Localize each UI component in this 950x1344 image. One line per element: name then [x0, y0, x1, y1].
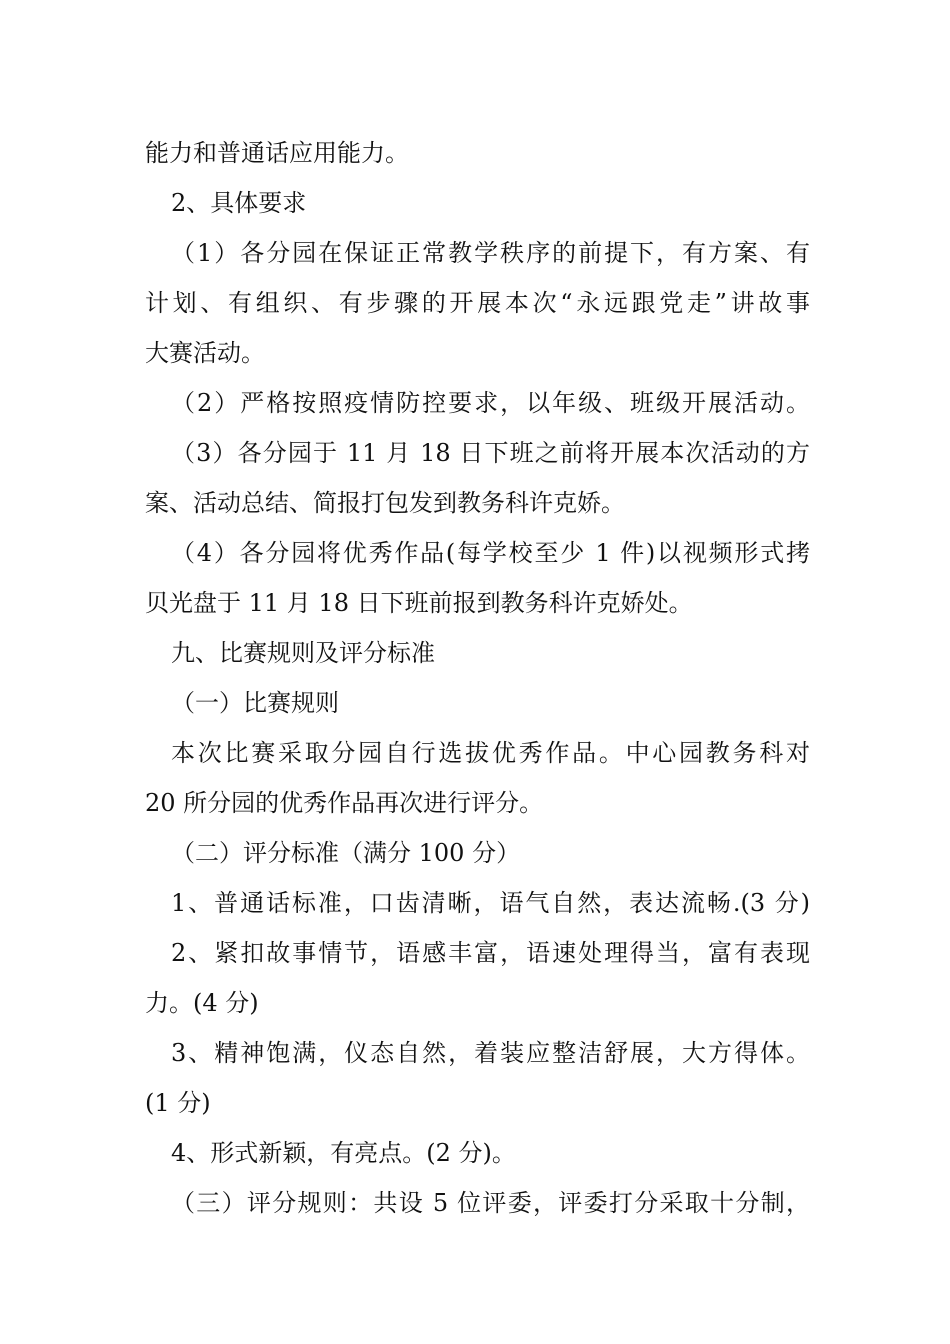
text-line: （2）严格按照疫情防控要求，以年级、班级开展活动。 — [171, 389, 810, 417]
text-line: （4）各分园将优秀作品(每学校至少 1 件)以视频形式拷 — [171, 539, 810, 567]
criteria-item: 4、形式新颖，有亮点。(2 分)。 — [171, 1139, 516, 1167]
text-line: 贝光盘于 11 月 18 日下班前报到教务科许克娇处。 — [145, 589, 693, 617]
criteria-item: 1、普通话标准，口齿清晰，语气自然，表达流畅.(3 分) — [171, 889, 810, 917]
subsection-heading: （二）评分标准（满分 100 分） — [171, 839, 521, 867]
text-line: （3）各分园于 11 月 18 日下班之前将开展本次活动的方 — [171, 439, 810, 467]
text-line: 案、活动总结、简报打包发到教务科许克娇。 — [145, 489, 625, 517]
text-line: (1 分) — [145, 1089, 211, 1117]
text-line: 本次比赛采取分园自行选拔优秀作品。中心园教务科对 — [171, 739, 810, 767]
section-heading: 九、比赛规则及评分标准 — [171, 639, 435, 667]
text-line: 力。(4 分) — [145, 989, 259, 1017]
text-line: （1）各分园在保证正常教学秩序的前提下，有方案、有 — [171, 239, 810, 267]
criteria-item: 3、精神饱满，仪态自然，着装应整洁舒展，大方得体。 — [171, 1039, 810, 1067]
text-line: 20 所分园的优秀作品再次进行评分。 — [145, 789, 544, 817]
subsection-heading: （一）比赛规则 — [171, 689, 339, 717]
subsection-heading: （三）评分规则：共设 5 位评委，评委打分采取十分制， — [171, 1189, 810, 1217]
document-body — [145, 128, 810, 1228]
section-heading: 2、具体要求 — [171, 189, 307, 217]
text-line: 计划、有组织、有步骤的开展本次“永远跟党走”讲故事 — [145, 289, 810, 317]
criteria-item: 2、紧扣故事情节，语感丰富，语速处理得当，富有表现 — [171, 939, 810, 967]
text-line: 能力和普通话应用能力。 — [145, 139, 409, 167]
text-line: 大赛活动。 — [145, 339, 265, 367]
